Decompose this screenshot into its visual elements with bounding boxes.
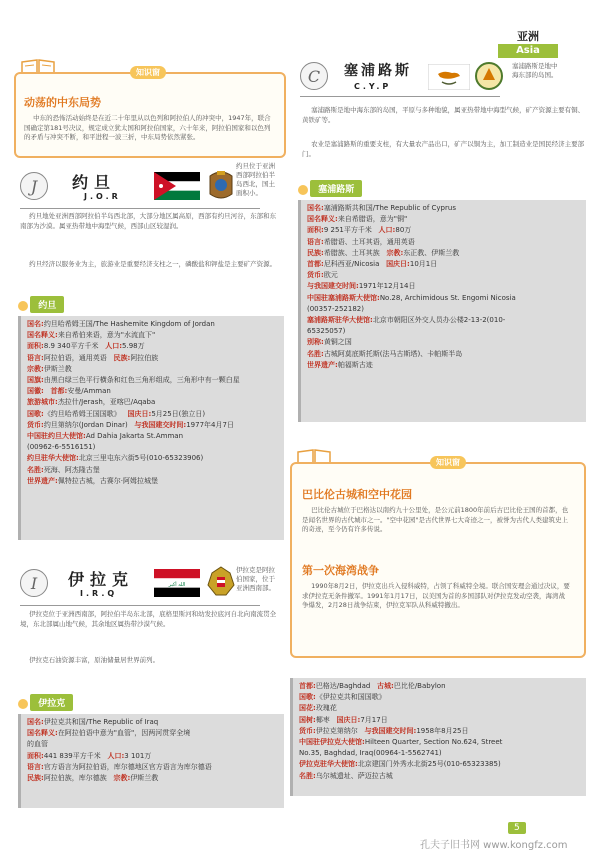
info-value: 尼科西亚/Nicosia xyxy=(323,260,380,269)
info-row xyxy=(299,692,580,703)
info-row xyxy=(299,759,580,770)
jordan-tag-label: 约旦 xyxy=(30,296,64,313)
info-value: 官方语言为阿拉伯语，库尔德地区官方语言为库尔德语 xyxy=(43,762,212,771)
info-value: 希腊族、土耳其族 xyxy=(323,248,380,257)
top-window-title: 动荡的中东局势 xyxy=(24,96,101,109)
info-value: 北京三里屯东六街5号(010-65323906) xyxy=(78,454,204,463)
info-value: 65325057) xyxy=(307,327,346,336)
info-key: 中国驻塞浦路斯大使馆: xyxy=(307,293,380,302)
info-value: 441 839平方千米 xyxy=(43,751,101,760)
jordan-info-list xyxy=(27,319,278,487)
info-row xyxy=(299,737,580,748)
info-value: 塞浦路斯共和国/The Republic of Cyprus xyxy=(323,204,456,212)
info-row xyxy=(307,248,580,259)
jordan-tag xyxy=(18,296,64,313)
info-key: 宗教: xyxy=(27,364,44,373)
info-value: 玫瑰花 xyxy=(315,704,337,713)
iraq-name: 伊拉克 xyxy=(68,570,135,589)
cyprus-tag-icon xyxy=(298,185,308,195)
info-key: 伊拉克驻华大使馆: xyxy=(299,760,358,769)
cyprus-tag-label: 塞浦路斯 xyxy=(310,180,362,197)
iraq-header xyxy=(20,565,260,606)
iraq-letter-badge: I xyxy=(20,569,48,597)
info-row xyxy=(27,341,278,352)
info-value: 80万 xyxy=(395,226,412,235)
info-value: 阿拉伯族，库尔德族 xyxy=(43,774,107,783)
iraq-intro-2: 伊拉克石油资源丰富，原油储量居世界前列。 xyxy=(29,656,160,664)
info-row xyxy=(299,771,580,782)
info-value: 阿拉伯族 xyxy=(130,353,159,362)
jordan-info-box xyxy=(18,316,284,540)
gulf-war-title: 第一次海湾战争 xyxy=(302,564,379,577)
info-row xyxy=(27,330,278,341)
info-row xyxy=(27,476,278,487)
babylon-title: 巴比伦古城和空中花园 xyxy=(302,488,412,501)
iraq-flag-icon xyxy=(154,569,200,597)
info-key: 国歌: xyxy=(299,693,316,702)
info-row xyxy=(27,375,278,386)
info-key: 民族: xyxy=(307,248,324,257)
info-value: 东正教、伊斯兰教 xyxy=(403,248,460,257)
info-row xyxy=(27,453,278,464)
info-key: 宗教: xyxy=(386,248,404,257)
info-value: 佩特拉古城，古赛尔·阿姆拉城堡 xyxy=(57,476,159,485)
info-value: 1977年4月7日 xyxy=(186,420,234,429)
iraq-right-info-list xyxy=(299,681,580,782)
info-key: 国名释义: xyxy=(27,729,58,738)
info-value: 伊斯兰教 xyxy=(43,364,72,373)
info-value: 北京建国门外秀水北街25号(010-65323385) xyxy=(357,760,501,769)
info-value: 由黑白绿三色平行横条和红色三角形组成，三角形中有一颗白星 xyxy=(43,376,240,385)
jordan-intro-2: 约旦经济以服务业为主，旅游业是重要经济支柱之一，磷酸盐和钾盐是主要矿产资源。 xyxy=(29,260,277,268)
knowledge-tag-2: 知识窗 xyxy=(430,456,466,469)
cyprus-info-box xyxy=(298,200,586,422)
iraq-info-box xyxy=(18,714,284,808)
cyprus-side-note: 塞浦路斯是地中海东部的岛国。 xyxy=(512,62,558,79)
jordan-emblem-icon xyxy=(206,168,236,202)
info-value: No.28, Archimidous St. Engomi Nicosia xyxy=(379,293,516,302)
region-tab xyxy=(498,30,558,60)
cyprus-header xyxy=(300,60,500,97)
info-value: 5月25日(独立日) xyxy=(151,409,206,418)
iraq-code: I.R.Q xyxy=(80,589,118,598)
info-row xyxy=(299,715,580,726)
info-value: 《伊拉克共和国国歌》 xyxy=(315,693,386,702)
jordan-flag-icon xyxy=(154,172,200,200)
info-value: 伊拉克第纳尔 xyxy=(315,726,358,735)
info-value: 9 251平方千米 xyxy=(323,226,372,235)
region-title-cn: 亚洲 xyxy=(498,30,558,44)
info-value: 来自希腊语，意为"铜" xyxy=(337,215,408,224)
info-key: 中国驻伊拉克大使馆: xyxy=(299,738,365,747)
info-value: 1958年8月25日 xyxy=(416,726,469,735)
info-key: 国名: xyxy=(27,718,44,726)
info-row xyxy=(307,326,580,337)
info-row xyxy=(27,465,278,476)
cyprus-letter-badge: C xyxy=(300,62,328,90)
info-row xyxy=(307,270,580,281)
info-value: 来自希伯来语，意为"水流直下" xyxy=(57,331,156,340)
info-value: 的血管 xyxy=(27,740,48,749)
info-key: 宗教: xyxy=(113,774,131,783)
info-key: 面积: xyxy=(27,342,44,351)
info-value: 在阿拉伯语中意为"血管"，因两河贯穿全境 xyxy=(57,729,191,738)
info-value: 椰枣 xyxy=(315,715,330,724)
info-row xyxy=(27,762,278,773)
info-row xyxy=(307,337,580,348)
info-value: 约旦哈希姆王国/The Hashemite Kingdom of Jordan xyxy=(43,320,215,328)
info-key: 人口: xyxy=(107,751,125,760)
jordan-header xyxy=(20,168,260,209)
info-key: 国旗: xyxy=(27,376,44,385)
info-key: 首都: xyxy=(50,387,68,396)
info-value: 5.98万 xyxy=(122,342,145,351)
info-key: 别称: xyxy=(307,338,324,347)
info-row xyxy=(307,360,580,371)
info-key: 民族: xyxy=(27,774,44,783)
info-value: 阿拉伯语，通用英语 xyxy=(43,353,107,362)
jordan-code: J.O.R xyxy=(84,192,121,201)
iraq-tag-icon xyxy=(18,699,28,709)
info-value: 10月1日 xyxy=(409,260,438,269)
info-row xyxy=(307,293,580,304)
info-key: 名胜: xyxy=(299,771,316,780)
info-value: 约旦第纳尔(Jordan Dinar) xyxy=(43,420,128,429)
jordan-name: 约旦 xyxy=(72,173,117,192)
knowledge-tag: 知识窗 xyxy=(130,66,166,79)
info-key: 国名: xyxy=(27,320,44,328)
cyprus-info-list xyxy=(307,203,580,371)
info-value: Hilteen Quarter, Section No.624, Street xyxy=(364,738,503,747)
info-key: 货币: xyxy=(27,420,44,429)
info-key: 约旦驻华大使馆: xyxy=(27,454,79,463)
info-key: 人口: xyxy=(105,342,123,351)
info-value: 8.9 340平方千米 xyxy=(43,342,99,351)
info-value: 伊斯兰教 xyxy=(130,774,159,783)
info-value: 巴比伦/Babylon xyxy=(393,682,446,690)
info-value: 希腊语、土耳其语，通用英语 xyxy=(323,237,415,246)
info-row xyxy=(27,364,278,375)
jordan-tag-icon xyxy=(18,301,28,311)
info-key: 国歌: xyxy=(27,409,44,418)
info-key: 国名释义: xyxy=(307,215,338,224)
info-value: 杰拉什/Jerash，亚喀巴/Aqaba xyxy=(57,398,156,407)
info-row xyxy=(27,319,278,330)
info-key: 面积: xyxy=(307,226,324,235)
info-key: 古城: xyxy=(377,682,394,690)
info-row xyxy=(27,442,278,453)
info-key: 国徽: xyxy=(27,387,44,396)
info-row xyxy=(299,703,580,714)
info-key: 民族: xyxy=(113,353,131,362)
info-row xyxy=(27,397,278,408)
info-row xyxy=(307,304,580,315)
info-value: (00357-252182) xyxy=(307,304,364,313)
info-value: 7月17日 xyxy=(360,715,388,724)
info-key: 世界遗产: xyxy=(27,476,58,485)
info-row xyxy=(307,225,580,236)
info-key: 旅游城市: xyxy=(27,398,58,407)
info-value: 3 101万 xyxy=(124,751,152,760)
info-key: 国名: xyxy=(307,204,324,212)
info-value: 乌尔城遗址、萨迈拉古城 xyxy=(315,771,393,780)
info-key: 与我国建交时间: xyxy=(364,726,417,735)
cyprus-emblem-icon xyxy=(474,60,504,92)
info-row xyxy=(27,773,278,784)
iraq-side-note: 伊拉克是阿拉伯国家，位于亚洲西南部。 xyxy=(236,566,275,592)
info-key: 国花: xyxy=(299,704,316,713)
info-value: (00962-6-5516151) xyxy=(27,443,96,452)
info-row xyxy=(307,259,580,270)
info-key: 国庆日: xyxy=(386,260,410,269)
info-row xyxy=(307,214,580,225)
info-value: No.35, Baghdad, Iraq(00964-1-5562741) xyxy=(299,749,442,758)
info-value: Ad Dahia Jakarta St.Amman xyxy=(85,432,183,441)
watermark: 孔夫子旧书网 www.kongfz.com xyxy=(420,840,568,851)
info-row xyxy=(27,386,278,397)
info-key: 首都: xyxy=(299,682,316,690)
info-row xyxy=(299,748,580,759)
info-value: 黄铜之国 xyxy=(323,338,352,347)
gulf-war-paragraph: 1990年8月2日，伊拉克出兵入侵科威特，占领了科威特全境。联合国安理会通过决议，要求伊拉克无条件撤军。1991年1月17日，以美国为首的多国部队对伊拉克发动空袭，海湾战争爆发，2月28日战争结束，伊拉克军队从科威特撤出。 xyxy=(302,582,570,609)
info-key: 中国驻约旦大使馆: xyxy=(27,432,86,441)
bottom-knowledge-window xyxy=(290,458,586,658)
info-row xyxy=(307,281,580,292)
info-row xyxy=(27,409,278,420)
region-title-en: Asia xyxy=(498,44,558,58)
info-key: 国名释义: xyxy=(27,331,58,340)
top-knowledge-window xyxy=(14,68,286,158)
info-value: 欧元 xyxy=(323,271,338,280)
info-key: 塞浦路斯驻华大使馆: xyxy=(307,316,373,325)
info-key: 国庆日: xyxy=(336,715,361,724)
info-key: 语言: xyxy=(27,762,44,771)
info-value: 伊拉克共和国/The Republic of Iraq xyxy=(43,718,159,726)
cyprus-intro: 塞浦路斯是地中海东部的岛国，平原与多种地貌，属亚热带地中海型气候，矿产资源主要有铜、黄铁矿等。 xyxy=(302,106,585,124)
top-window-paragraph: 中东的恐怖活动始终是在近二十年里从以色列和阿拉伯人的冲突中，1947年，联合国确定第181号决议，规定成立犹太国和阿拉伯国家，六十年来，阿拉伯国家和以色列的矛盾与冲突不断，和平进程一波三折，中东局势依然紧张。 xyxy=(24,114,271,141)
info-value: 安曼/Amman xyxy=(67,387,111,396)
info-value: 《约旦哈希姆王国国歌》 xyxy=(43,409,121,418)
iraq-info-list xyxy=(27,717,278,784)
cyprus-intro-2: 农业是塞浦路斯的重要支柱，有大量农产品出口，矿产以铜为主，加工制造业是国民经济主要部门。 xyxy=(302,140,585,158)
info-key: 与我国建交时间: xyxy=(307,282,359,291)
iraq-tag xyxy=(18,694,73,711)
info-value: 帕福斯古迹 xyxy=(337,360,373,369)
info-row xyxy=(27,751,278,762)
info-key: 货币: xyxy=(299,726,316,735)
info-value: 北京市朝阳区外交人员办公楼2-13-2(010- xyxy=(372,316,506,325)
info-row xyxy=(299,726,580,737)
info-key: 国庆日: xyxy=(127,409,152,418)
info-row xyxy=(307,349,580,360)
info-key: 首都: xyxy=(307,260,324,269)
info-key: 名胜: xyxy=(307,349,324,358)
info-value: 死海、阿杰隆古堡 xyxy=(43,465,100,474)
info-row xyxy=(307,237,580,248)
info-value: 1971年12月14日 xyxy=(358,282,416,291)
info-key: 货币: xyxy=(307,271,324,280)
info-key: 国树: xyxy=(299,715,316,724)
iraq-tag-label: 伊拉克 xyxy=(30,694,73,711)
cyprus-tag xyxy=(298,180,362,197)
info-value: 巴格达/Baghdad xyxy=(315,682,371,690)
info-row xyxy=(299,681,580,692)
info-row xyxy=(27,420,278,431)
info-row xyxy=(27,728,278,739)
babylon-paragraph: 巴比伦古城位于巴格达以南约九十公里处，是公元前1800年前后古巴比伦王国的首都，也是闻名世界的古代城市之一。"空中花园"是古代世界七大奇迹之一，被誉为古代人类建筑史上的奇迹，至今仍有许多传说。 xyxy=(302,506,569,533)
cyprus-code: C.Y.P xyxy=(354,82,392,91)
svg-text:الله أكبر: الله أكبر xyxy=(168,582,186,588)
iraq-intro: 伊拉克位于亚洲西南部，阿拉伯半岛东北部，底格里斯河和幼发拉底河自北向南流贯全境，东北部属山地气候，其余地区属热带沙漠气候。 xyxy=(20,610,277,628)
cyprus-name: 塞浦路斯 xyxy=(344,63,412,79)
info-key: 名胜: xyxy=(27,465,44,474)
iraq-info-box-right xyxy=(290,678,586,796)
jordan-letter-badge: J xyxy=(20,172,48,200)
info-row xyxy=(27,739,278,750)
info-key: 语言: xyxy=(307,237,324,246)
cyprus-flag-icon xyxy=(428,64,470,90)
info-row xyxy=(307,315,580,326)
info-row xyxy=(307,203,580,214)
info-key: 人口: xyxy=(378,226,396,235)
jordan-intro: 约旦地处亚洲西部阿拉伯半岛西北部，大部分地区属高原，西部有约旦河谷，东部和东南部为沙漠。属亚热带地中海型气候，西部山区较湿润。 xyxy=(20,212,277,230)
info-row xyxy=(27,717,278,728)
info-key: 世界遗产: xyxy=(307,360,338,369)
info-row xyxy=(27,431,278,442)
jordan-side-note: 约旦位于亚洲西部阿拉伯半岛西北，国土面积小。 xyxy=(236,162,275,197)
info-key: 与我国建交时间: xyxy=(134,420,187,429)
page-number: 5 xyxy=(508,822,526,834)
info-key: 面积: xyxy=(27,751,44,760)
info-key: 语言: xyxy=(27,353,44,362)
info-value: 古城阿莫底斯托斯(法马古斯塔)、卡帕斯半岛 xyxy=(323,349,463,358)
info-row xyxy=(27,353,278,364)
iraq-emblem-icon xyxy=(206,565,236,599)
